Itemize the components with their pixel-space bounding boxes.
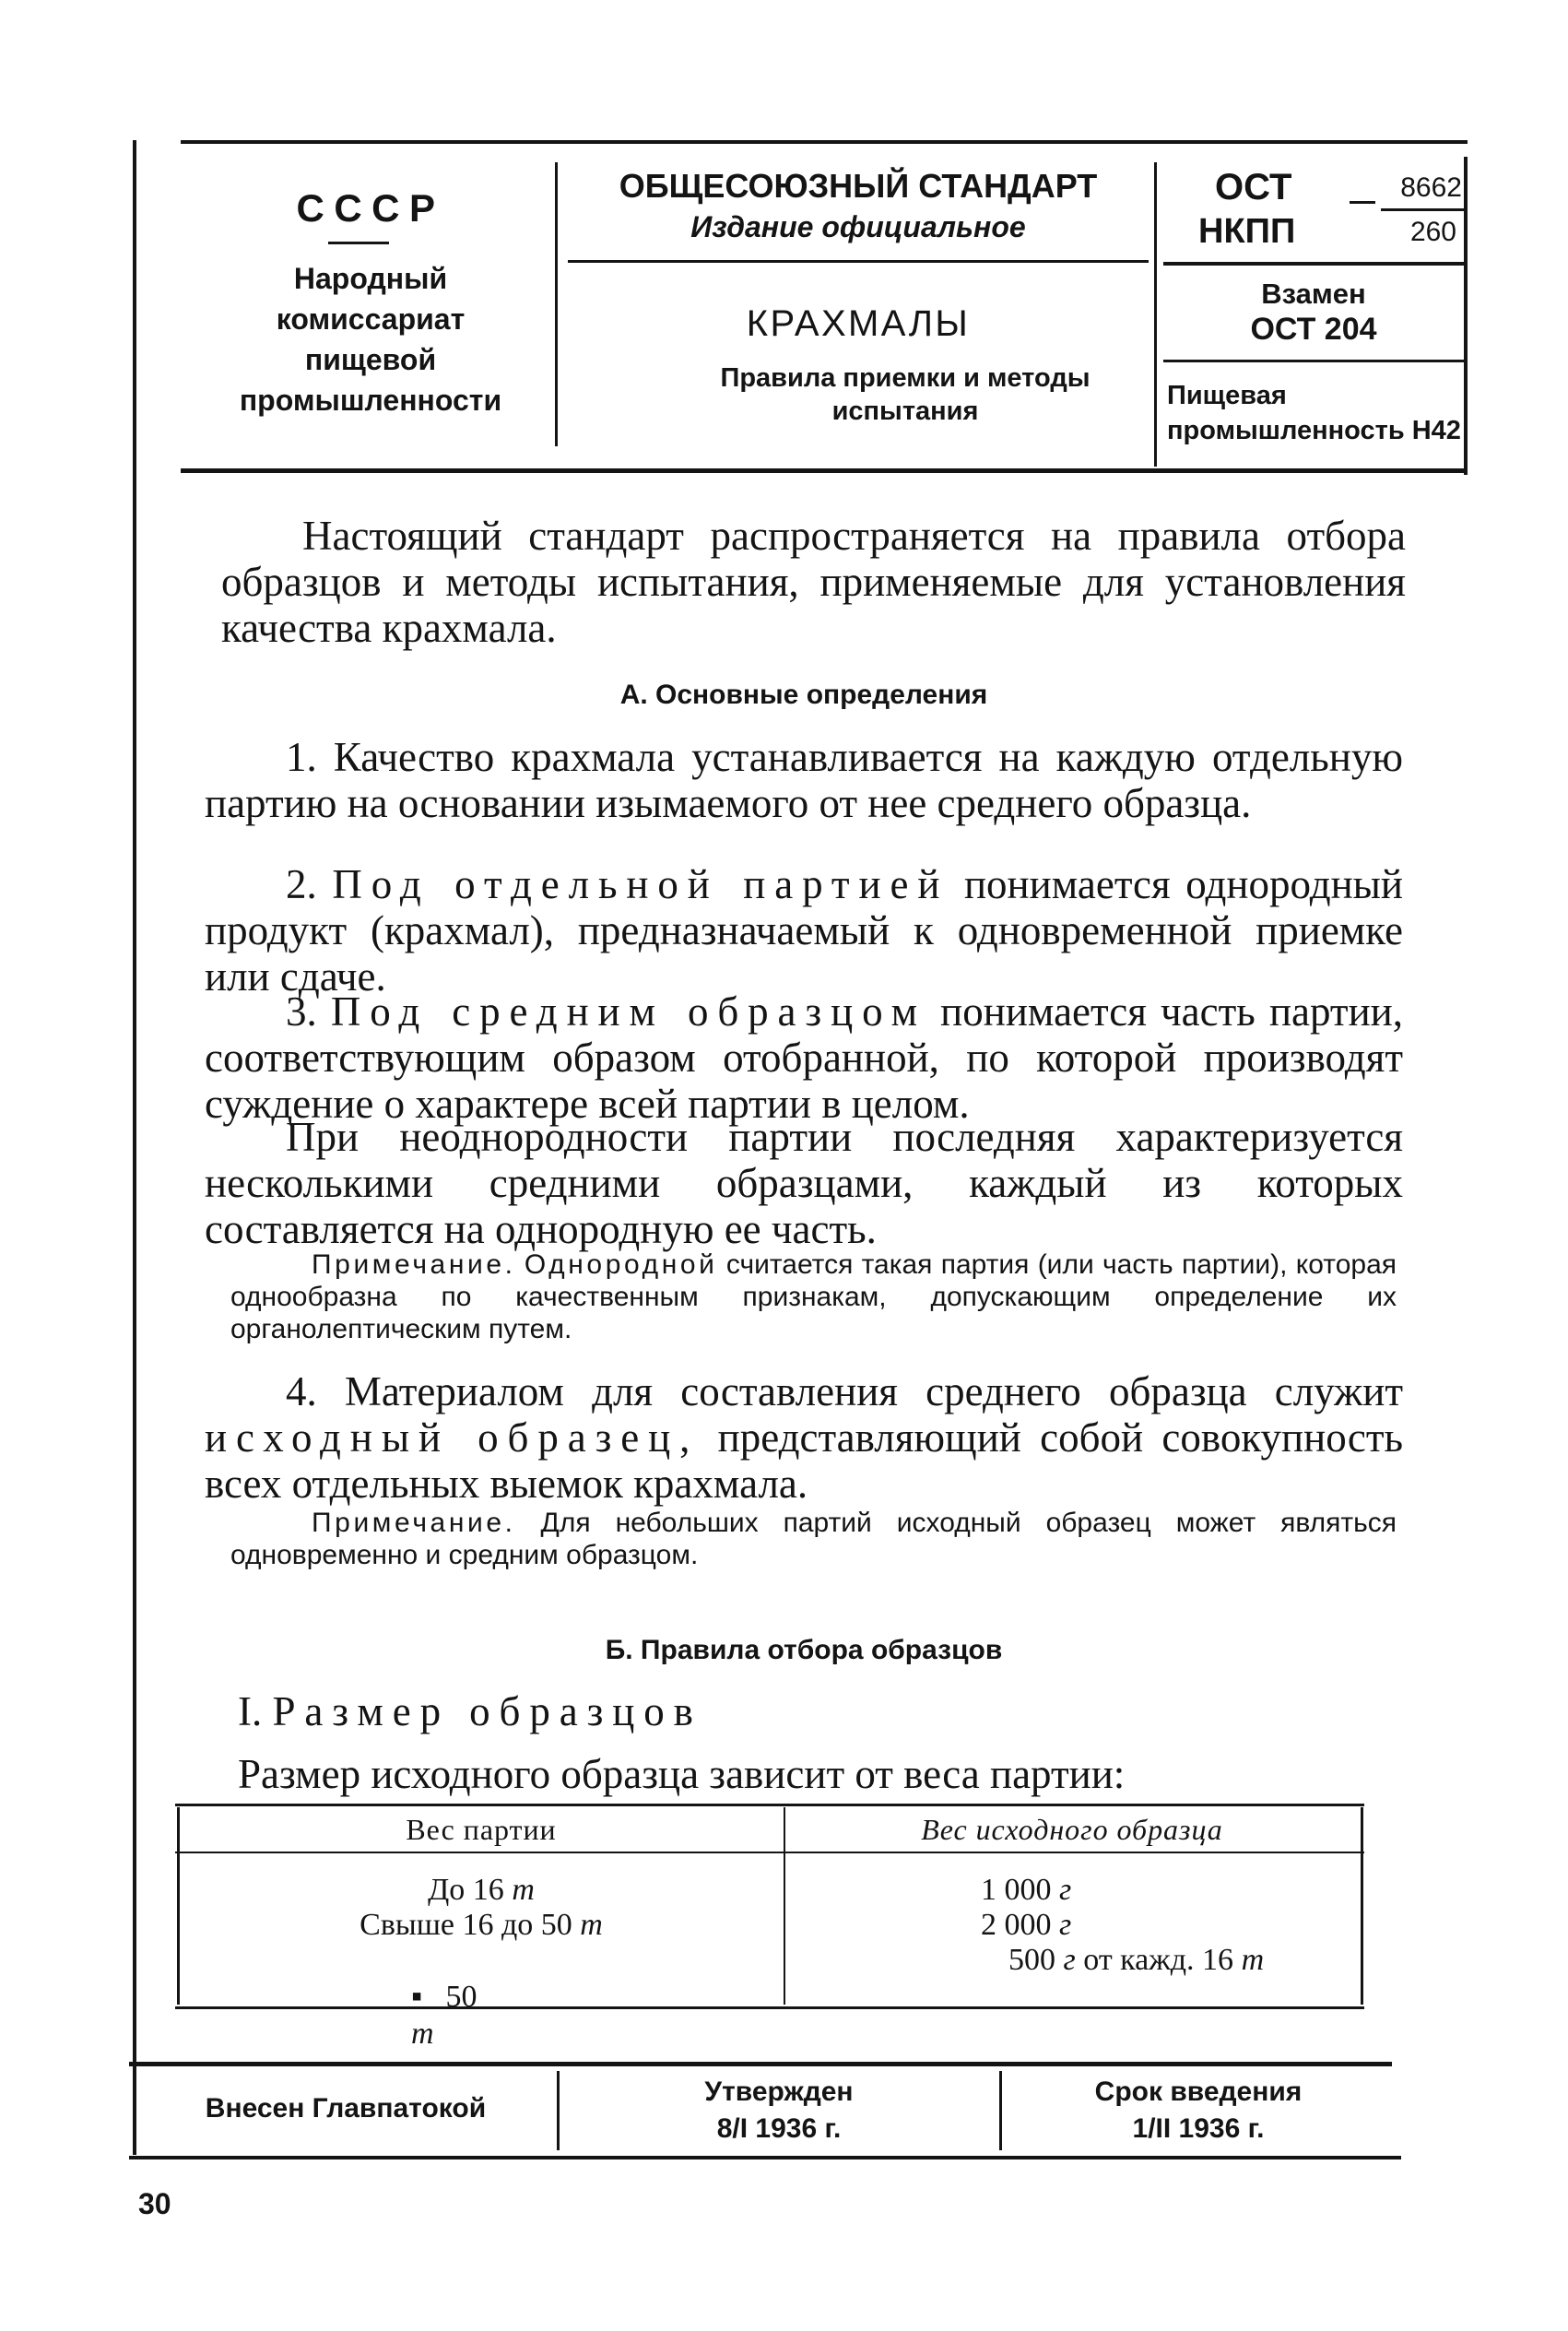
definition-4-term: исходный образец, (205, 1414, 700, 1461)
note-1-text: считается такая партия (или часть партии), которая однообразна по качественным признакам, допускающим определение их органолептическим путем. (230, 1249, 1397, 1344)
commissariat-line-3: пищевой (304, 343, 437, 376)
edition-label: Издание официальное (690, 210, 1026, 243)
page-number: 30 (138, 2187, 171, 2220)
intro-paragraph: Настоящий стандарт распространяется на правила отбора образцов и методы испытания, применяемые для установления качества крахмала. (221, 513, 1406, 651)
definition-3 (205, 988, 1403, 1127)
note-1-label: Примечание. (312, 1249, 516, 1280)
standard-subtitle: Правила приемки и методы испытания (720, 363, 1091, 426)
effective-date: 1/II 1936 г. (1132, 2113, 1265, 2144)
table-col-header-sample: Вес исходного образца (921, 1813, 1223, 1846)
table-header-rule (175, 1852, 1364, 1853)
table-left-border (177, 1807, 180, 2005)
commissariat-line-2: комиссариат (276, 302, 466, 336)
table-col-header-weight: Вес партии (406, 1813, 557, 1846)
footer-top-rule (129, 2062, 1392, 2066)
replaces-rule (1163, 360, 1464, 362)
subsection-1-title (238, 1687, 702, 1735)
standard-type: ОБЩЕСОЮЗНЫЙ СТАНДАРТ (619, 167, 1098, 205)
introduced-by: Внесен Главпатокой (205, 2093, 487, 2124)
table-row (181, 1872, 782, 1909)
country-underline (328, 242, 389, 244)
replaces-label: Взамен (1261, 278, 1366, 310)
header-divider-2 (1154, 162, 1157, 467)
row-3-sample: 500 (1008, 1943, 1055, 1977)
row-3-weight: ▪ 50 (411, 1980, 477, 2014)
row-2-sample: 2 000 (981, 1908, 1052, 1942)
definition-3-term: Под средним образцом (330, 988, 927, 1035)
note-2-label: Примечание. (312, 1508, 516, 1538)
note-1-term: Однородной (524, 1249, 718, 1280)
ost-label: ОСТ (1215, 167, 1292, 207)
footer-bottom-rule (129, 2156, 1401, 2159)
left-border-line (133, 140, 136, 2155)
ost-rule (1163, 262, 1464, 266)
ost-number: 8662 (1400, 172, 1462, 203)
definition-3-continuation: При неоднородности партии последняя характеризуется несколькими средними образцами, каждый из которых составляется на однородную ее часть. (205, 1114, 1403, 1252)
edition-rule (568, 260, 1149, 263)
definition-4-text-start: 4. Материалом для составления среднего образца служит (286, 1368, 1403, 1414)
category-label: Пищевая промышленность Н42 (1167, 381, 1461, 445)
commissariat-line-1: Народный (293, 262, 448, 295)
section-a-heading: А. Основные определения (619, 680, 988, 710)
commissariat-line-4: промышленности (239, 384, 502, 417)
table-top-rule (175, 1804, 1364, 1806)
table-lead-text: Размер исходного образца зависит от веса партии: (238, 1751, 1126, 1797)
header-divider-1 (555, 162, 558, 446)
table-bottom-rule (175, 2006, 1364, 2009)
row-1-weight: До 16 (428, 1873, 504, 1907)
nkpp-label: НКПП (1198, 212, 1296, 251)
approved-date: 8/I 1936 г. (716, 2113, 842, 2144)
row-2-sample-unit: г (1059, 1908, 1072, 1942)
subsection-1-number: I. (238, 1688, 263, 1734)
footer-divider-1 (557, 2071, 560, 2150)
ost-number-rule (1381, 208, 1464, 211)
ost-dash (1350, 201, 1375, 204)
definition-1: 1. Качество крахмала устанавливается на каждую отдельную партию на основании изымаемого от нее среднего образца. (205, 734, 1403, 826)
table-row (1008, 1942, 1359, 1979)
note-2-text: Для небольших партий исходный образец может являться одновременно и средним образцом. (230, 1508, 1397, 1570)
replaces-value: ОСТ 204 (1250, 312, 1377, 347)
nkpp-number: 260 (1409, 217, 1456, 247)
section-b-heading: Б. Правила отбора образцов (605, 1635, 1003, 1665)
definition-2-term: Под отдельной партией (332, 861, 949, 907)
row-3-weight-unit: т (411, 2017, 434, 2051)
row-2-weight: Свыше 16 до 50 (360, 1908, 572, 1942)
header-bottom-rule (181, 468, 1468, 473)
row-3-sample-extra: от кажд. 16 (1083, 1943, 1234, 1977)
definition-4-text-end: представляющий собой совокупность всех отдельных выемок крахмала. (205, 1414, 1404, 1507)
table-row (981, 1872, 1350, 1909)
footer-divider-2 (999, 2071, 1002, 2150)
row-3-sample-unit: г (1063, 1943, 1076, 1977)
row-1-weight-unit: т (512, 1873, 535, 1907)
definition-2-text: понимается однородный продукт (крахмал), предназначаемый к одновременной приемке или сдаче. (205, 861, 1403, 1000)
definition-4 (205, 1368, 1403, 1507)
standard-title: КРАХМАЛЫ (746, 303, 971, 344)
row-2-weight-unit: т (580, 1908, 603, 1942)
note-1 (230, 1248, 1397, 1345)
table-row (380, 1942, 656, 2089)
table-row (181, 1907, 782, 1944)
header-top-rule (181, 140, 1468, 144)
subsection-1-text: Размер образцов (272, 1688, 702, 1734)
definition-3-text: понимается часть партии, соответствующим образом отобранной, по которой производят суждение о характере всей партии в целом. (205, 988, 1403, 1127)
row-1-sample: 1 000 (981, 1873, 1052, 1907)
approved-label: Утвержден (704, 2077, 854, 2107)
definition-3-number: 3. (286, 988, 317, 1035)
table-row (981, 1907, 1350, 1944)
effective-label: Срок введения (1094, 2077, 1303, 2107)
row-3-sample-extra-unit: т (1241, 1943, 1265, 1977)
definition-2 (205, 861, 1403, 1000)
table-right-border (1361, 1807, 1363, 2005)
note-2 (230, 1507, 1397, 1571)
definition-2-number: 2. (286, 861, 317, 907)
row-1-sample-unit: г (1059, 1873, 1072, 1907)
right-border-line (1464, 157, 1468, 475)
country-label: СССР (296, 186, 445, 230)
